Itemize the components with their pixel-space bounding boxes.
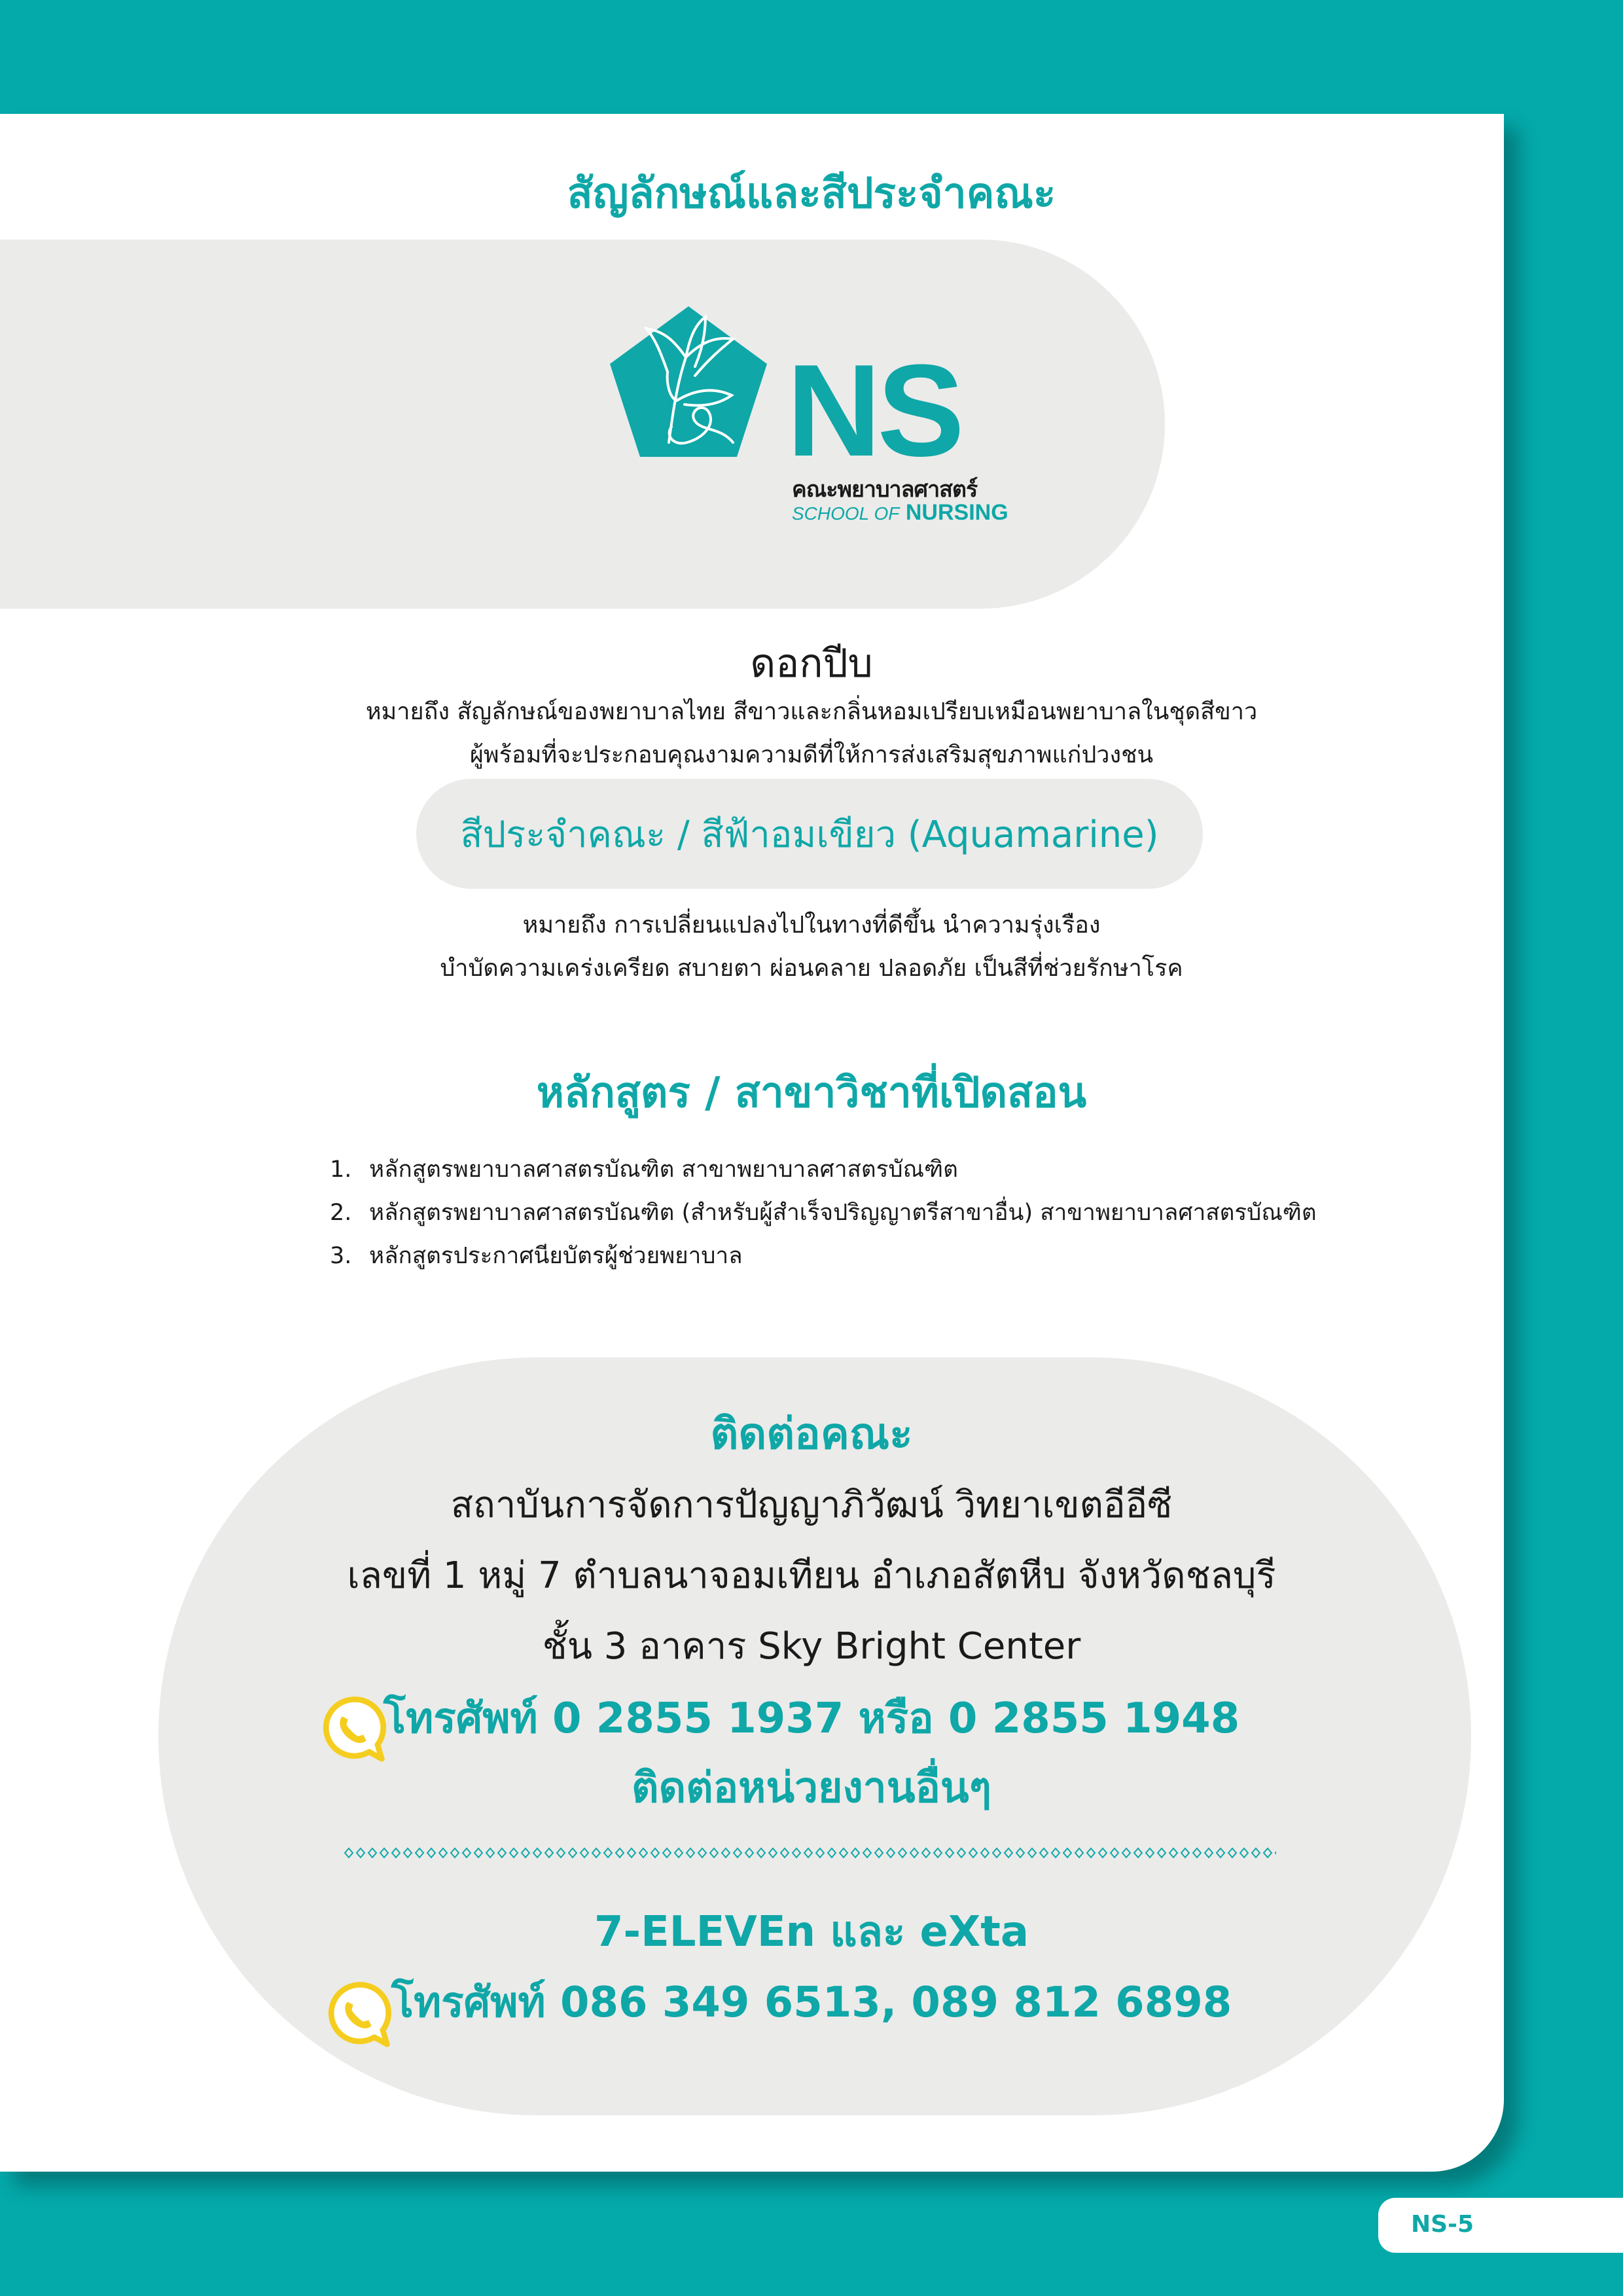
other-units-label: ติดต่อหน่วยงานอื่นๆ bbox=[632, 1764, 991, 1812]
list-item-number: 1. bbox=[330, 1157, 352, 1183]
contact-title: ติดต่อคณะ bbox=[710, 1408, 913, 1459]
diamond-divider bbox=[343, 1843, 1276, 1863]
symbol-meaning-line-1: หมายถึง สัญลักษณ์ของพยาบาลไทย สีขาวและกลิ่นหอมเปรียบเหมือนพยาบาลในชุดสีขาว bbox=[365, 698, 1258, 725]
faculty-color-label: สีประจำคณะ / สีฟ้าอมเขียว (Aquamarine) bbox=[416, 779, 1203, 889]
symbol-meaning-line-2: ผู้พร้อมที่จะประกอบคุณงามความดีที่ให้การส่งเสริมสุขภาพแก่ปวงชน bbox=[469, 742, 1154, 768]
address-line-3: ชั้น 3 อาคาร Sky Bright Center bbox=[542, 1625, 1081, 1668]
page-number: NS-5 bbox=[1411, 2211, 1474, 2238]
address-line-2: เลขที่ 1 หมู่ 7 ตำบลนาจอมเทียน อำเภอสัตหีบ จังหวัดชลบุรี bbox=[347, 1554, 1276, 1597]
logo-letters: NS bbox=[787, 338, 961, 484]
list-item bbox=[330, 1148, 1317, 1191]
list-item-text: หลักสูตรประกาศนียบัตรผู้ช่วยพยาบาล bbox=[369, 1243, 743, 1269]
logo-english-name bbox=[792, 500, 1008, 526]
page-title: สัญลักษณ์และสีประจำคณะ bbox=[567, 170, 1056, 218]
address-line-1: สถาบันการจัดการปัญญาภิวัฒน์ วิทยาเขตอีอีซี bbox=[450, 1484, 1173, 1526]
list-item bbox=[330, 1234, 1317, 1278]
shop-phone: โทรศัพท์ 086 349 6513, 089 812 6898 bbox=[391, 1979, 1232, 2027]
logo-english-main: NURSING bbox=[905, 500, 1008, 525]
color-meaning-line-1: หมายถึง การเปลี่ยนแปลงไปในทางที่ดีขึ้น นำความรุ่งเรือง bbox=[522, 912, 1101, 939]
list-item-number: 3. bbox=[330, 1243, 352, 1269]
faculty-phone: โทรศัพท์ 0 2855 1937 หรือ 0 2855 1948 bbox=[383, 1695, 1240, 1743]
list-item-text: หลักสูตรพยาบาลศาสตรบัณฑิต (สำหรับผู้สำเร็จปริญญาตรีสาขาอื่น) สาขาพยาบาลศาสตรบัณฑิต bbox=[369, 1200, 1317, 1226]
list-item-text: หลักสูตรพยาบาลศาสตรบัณฑิต สาขาพยาบาลศาสตรบัณฑิต bbox=[369, 1157, 958, 1183]
logo-english-prefix: SCHOOL OF bbox=[792, 503, 900, 524]
list-item bbox=[330, 1191, 1317, 1234]
curriculum-list bbox=[330, 1148, 1317, 1278]
flower-name: ดอกปีบ bbox=[750, 641, 873, 687]
list-item-number: 2. bbox=[330, 1200, 352, 1226]
pentagon-flower-icon bbox=[603, 302, 774, 473]
shop-label: 7-ELEVEn และ eXta bbox=[594, 1908, 1029, 1956]
logo-thai-name: คณะพยาบาลศาสตร์ bbox=[792, 476, 978, 503]
faculty-logo bbox=[603, 302, 1035, 538]
color-meaning-line-2: บำบัดความเคร่งเครียด สบายตา ผ่อนคลาย ปลอดภัย เป็นสีที่ช่วยรักษาโรค bbox=[440, 955, 1183, 982]
curriculum-title: หลักสูตร / สาขาวิชาที่เปิดสอน bbox=[536, 1069, 1087, 1117]
